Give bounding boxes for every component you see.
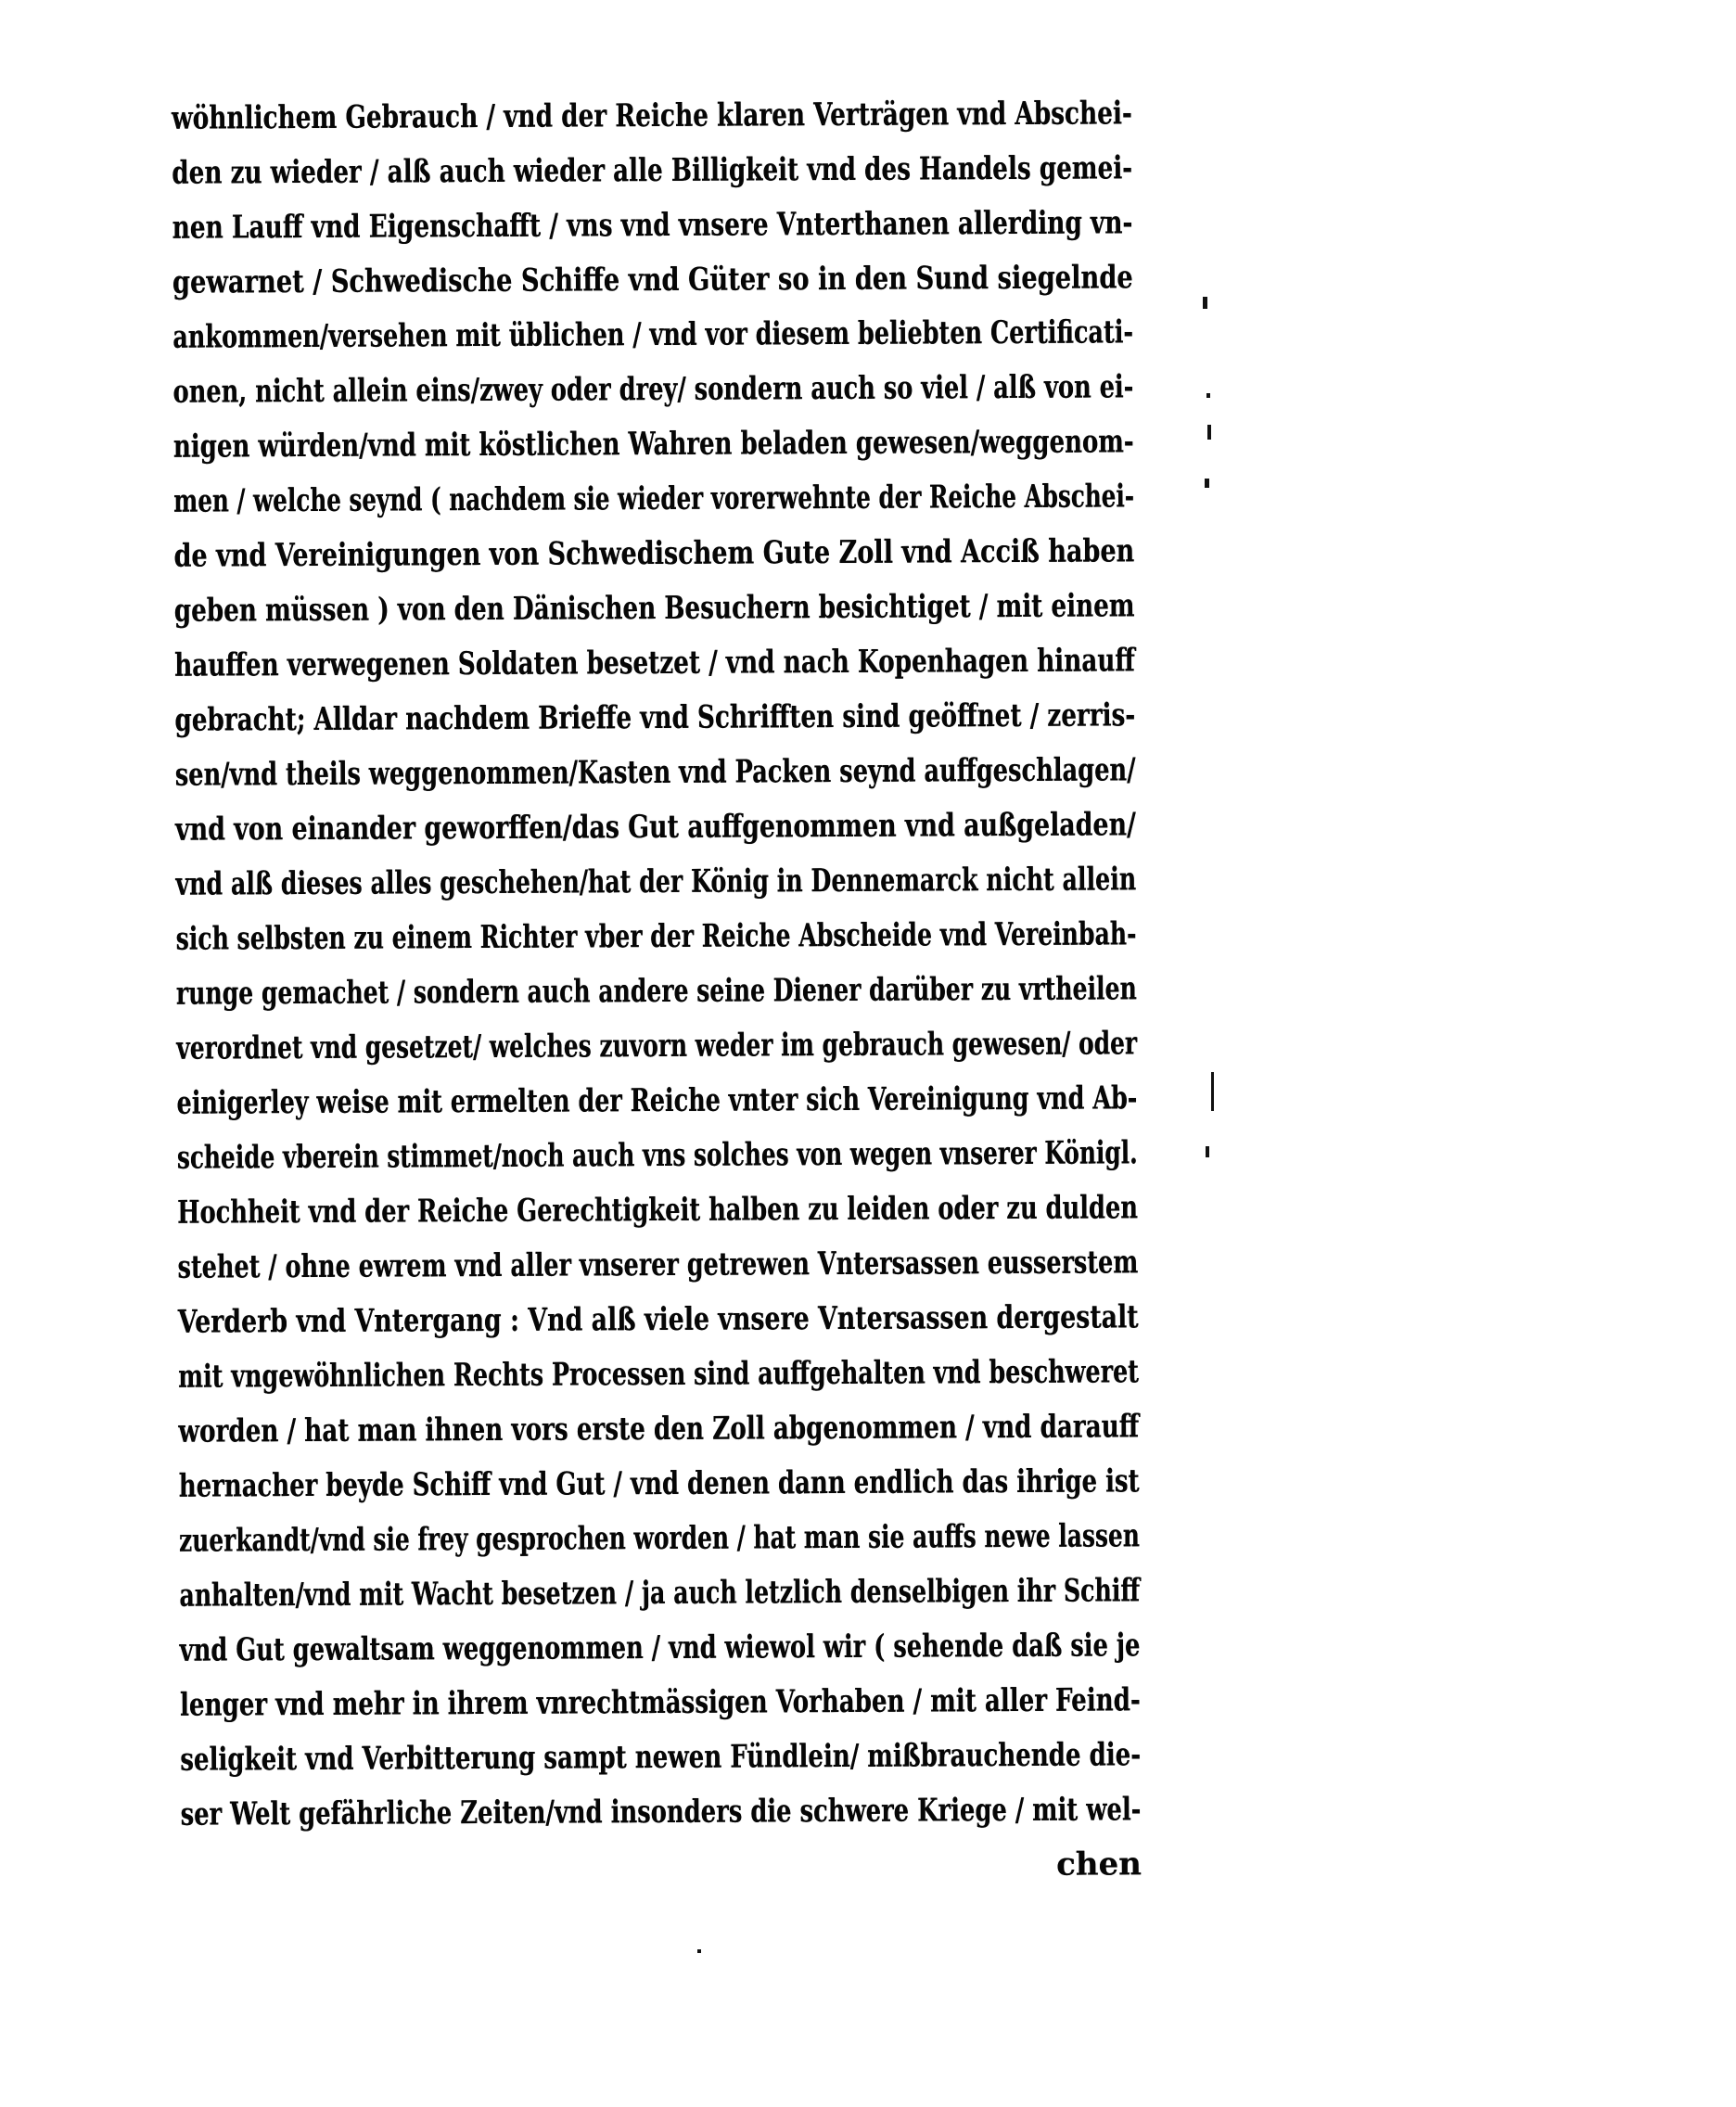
text-line	[172, 196, 1133, 255]
scan-speck	[1205, 479, 1209, 488]
text-line-content: hernacher beyde Schiff vnd Gut / vnd denen dann endlich das ihrige ist	[178, 1462, 1140, 1505]
text-line	[172, 305, 1133, 364]
text-line	[180, 1618, 1141, 1678]
text-line-content: Hochheit vnd der Reiche Gerechtigkeit halben zu leiden oder zu dulden	[177, 1189, 1139, 1232]
text-line	[172, 141, 1132, 200]
text-line	[174, 579, 1135, 638]
text-line	[176, 962, 1137, 1021]
text-line-content: verordnet vnd gesetzet/ welches zuvorn weder im gebrauch gewesen/ oder	[176, 1025, 1138, 1067]
text-line	[175, 852, 1136, 912]
text-line-content: scheide vberein stimmet/noch auch vns solches von wegen vnserer Königl.	[176, 1134, 1138, 1177]
text-line-content: onen, nicht allein eins/zwey oder drey/ sondern auch so viel / alß von ei-	[172, 368, 1134, 411]
text-line	[177, 1235, 1138, 1295]
text-line-content: ankommen/versehen mit üblichen / vnd vor diesem beliebten Certificati-	[172, 313, 1134, 356]
text-line	[179, 1509, 1140, 1568]
text-line-content: sich selbsten zu einem Richter vber der Reiche Abscheide vnd Vereinbah-	[175, 915, 1137, 958]
text-line-content: vnd von einander geworffen/das Gut auffgenommen vnd außgeladen/	[174, 806, 1136, 849]
text-line-content: mit vngewöhnlichen Rechts Processen sind auffgehalten vnd beschweret	[178, 1353, 1140, 1396]
text-line-content: worden / hat man ihnen vors erste den Zoll abgenommen / vnd darauff	[178, 1408, 1140, 1450]
text-line	[173, 524, 1134, 583]
text-line-content: gewarnet / Schwedische Schiffe vnd Güter so in den Sund siegelnde	[172, 259, 1133, 301]
text-line	[174, 688, 1135, 747]
text-line	[172, 86, 1132, 146]
text-line-content: nigen würden/vnd mit köstlichen Wahren beladen gewesen/weggenom-	[172, 423, 1134, 466]
text-line-content: geben müssen ) von den Dänischen Besuchern besichtiget / mit einem	[173, 587, 1135, 630]
text-block	[172, 86, 1142, 1896]
text-line	[173, 469, 1134, 529]
text-line-content: anhalten/vnd mit Wacht besetzen / ja auch letzlich denselbigen ihr Schiff	[179, 1572, 1141, 1615]
text-line	[172, 360, 1133, 419]
text-line-content: lenger vnd mehr in ihrem vnrechtmässigen Vorhaben / mit aller Feind-	[179, 1681, 1141, 1724]
text-line	[173, 415, 1134, 474]
text-line-content: men / welche seynd ( nachdem sie wieder vorerwehnte der Reiche Abschei-	[173, 478, 1135, 520]
text-line	[177, 1181, 1138, 1240]
text-line	[174, 633, 1135, 693]
text-line	[179, 1564, 1140, 1623]
scan-speck	[1206, 393, 1210, 398]
text-line-content: ser Welt gefährliche Zeiten/vnd insonders die schwere Kriege / mit wel-	[180, 1791, 1142, 1833]
text-line	[180, 1673, 1141, 1732]
text-line	[180, 1728, 1141, 1787]
text-line	[178, 1290, 1139, 1349]
text-line	[179, 1454, 1140, 1513]
scan-speck	[1206, 1146, 1209, 1157]
text-line-content: sen/vnd theils weggenommen/Kasten vnd Packen seynd auffgeschlagen/	[174, 751, 1136, 794]
text-line-content: runge gemachet / sondern auch andere seine Diener darüber zu vrtheilen	[175, 970, 1137, 1013]
catchword-row	[181, 1837, 1142, 1896]
text-line-content: einigerley weise mit ermelten der Reiche vnter sich Vereinigung vnd Ab-	[176, 1079, 1138, 1122]
text-line	[175, 743, 1136, 802]
text-line-content: vnd alß dieses alles geschehen/hat der König in Dennemarck nicht allein	[175, 861, 1137, 903]
scan-speck	[1211, 1072, 1214, 1111]
text-line	[172, 250, 1133, 310]
text-line-content: nen Lauff vnd Eigenschafft / vns vnd vnsere Vnterthanen allerding vn-	[172, 204, 1133, 247]
text-line	[180, 1782, 1141, 1842]
scan-speck	[1207, 425, 1211, 440]
text-line-content: den zu wieder / alß auch wieder alle Billigkeit vnd des Handels gemei-	[172, 149, 1133, 192]
text-line-content: wöhnlichem Gebrauch / vnd der Reiche klaren Verträgen vnd Abschei-	[171, 95, 1132, 137]
text-line-content: gebracht; Alldar nachdem Brieffe vnd Schrifften sind geöffnet / zerris-	[174, 696, 1136, 739]
scan-speck	[1203, 297, 1207, 309]
text-line	[175, 798, 1136, 857]
text-line-content: hauffen verwegenen Soldaten besetzet / vnd nach Kopenhagen hinauff	[174, 642, 1136, 684]
text-line	[178, 1345, 1139, 1404]
text-line	[178, 1399, 1139, 1459]
scan-speck	[697, 1949, 701, 1953]
catchword: chen	[1056, 1845, 1142, 1884]
text-line	[176, 1016, 1137, 1076]
text-line	[176, 907, 1137, 966]
text-line-content: vnd Gut gewaltsam weggenommen / vnd wiewol wir ( sehende daß sie je	[179, 1627, 1141, 1669]
text-line	[177, 1126, 1138, 1185]
text-line-content: de vnd Vereinigungen von Schwedischem Gute Zoll vnd Acciß haben	[173, 532, 1135, 575]
text-line-content: seligkeit vnd Verbitterung sampt newen Fündlein/ mißbrauchende die-	[180, 1736, 1142, 1779]
text-line	[176, 1071, 1137, 1130]
text-line-content: Verderb vnd Vntergang : Vnd alß viele vnsere Vntersassen dergestalt	[177, 1298, 1139, 1341]
text-line-content: stehet / ohne ewrem vnd aller vnserer getrewen Vntersassen eusserstem	[177, 1244, 1139, 1286]
text-line-content: zuerkandt/vnd sie frey gesprochen worden / hat man sie auffs newe lassen	[178, 1517, 1140, 1560]
